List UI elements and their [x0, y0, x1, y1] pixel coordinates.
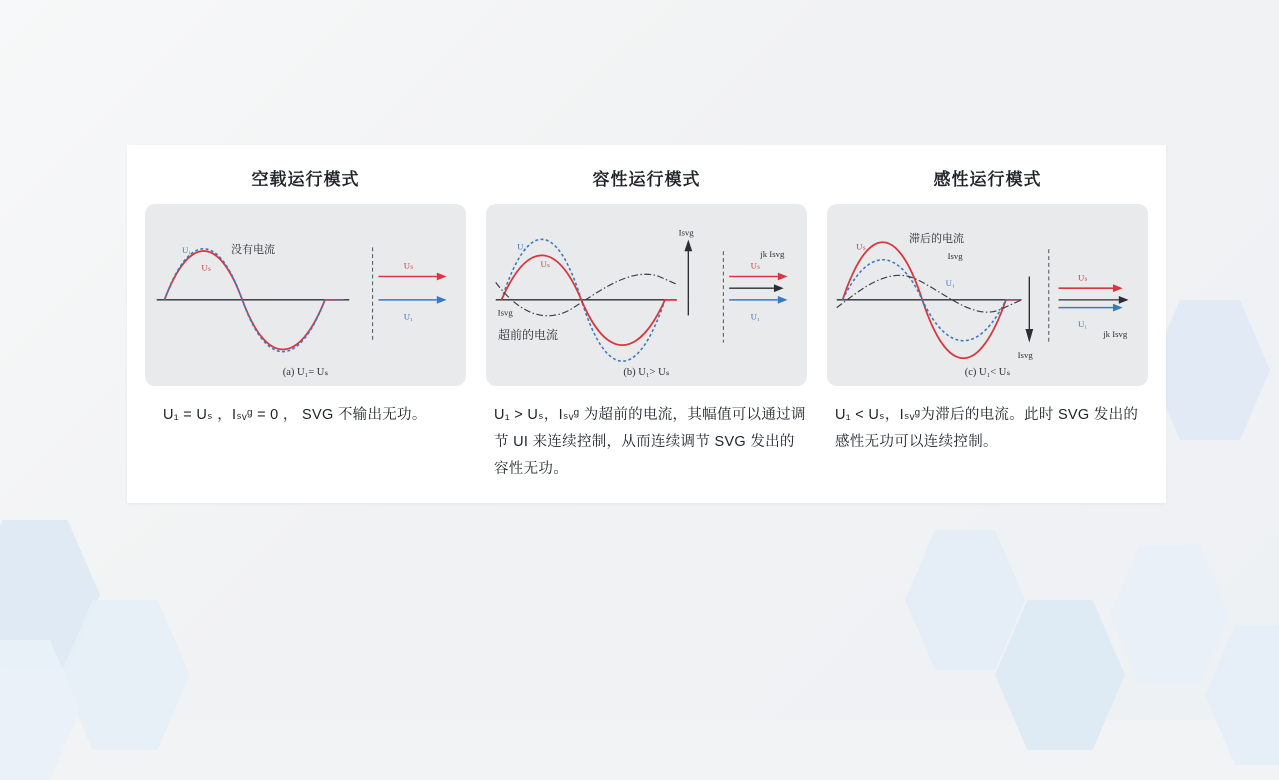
diagram-panel-inductive	[827, 204, 1148, 386]
label-phasor-u1: U₁	[403, 311, 414, 322]
column-title: 空载运行模式	[251, 170, 360, 189]
mode-columns	[127, 145, 1166, 503]
label-phasor-us: Uₛ	[403, 260, 414, 271]
panel-caption-a: (a) U₁= Uₛ	[282, 367, 329, 378]
label-us: Uₛ	[540, 258, 551, 269]
label-phasor-u1: U₁	[1077, 319, 1088, 330]
waveform-phasor-diagram-a	[145, 204, 466, 386]
column-description: U₁ = Uₛ ，Iₛᵥᵍ = 0 ， SVG 不输出无功。	[163, 407, 427, 423]
label-us: Uₛ	[201, 262, 212, 273]
label-u1: U₁	[517, 241, 527, 252]
mode-column-inductive	[817, 157, 1158, 503]
diagram-panel-no-load	[145, 204, 466, 386]
waveform-phasor-diagram-b	[486, 204, 807, 386]
label-u1: U₁	[945, 278, 956, 289]
label-isvg-wave: Isvg	[497, 307, 513, 318]
label-us: Uₛ	[856, 241, 866, 252]
label-phasor-u1: U₁	[750, 311, 760, 322]
mode-column-capacitive	[476, 157, 817, 503]
panel-caption-c: (c) U₁< Uₛ	[964, 367, 1011, 378]
label-jk-isvg: jk Isvg	[1103, 328, 1128, 339]
panel-note-lagging-current: 滞后的电流	[909, 233, 964, 245]
label-u1: U₁	[181, 245, 192, 256]
column-title: 容性运行模式	[592, 170, 701, 189]
waveform-phasor-diagram-c	[827, 204, 1148, 386]
column-description: U₁ < Uₛ，Iₛᵥᵍ为滞后的电流。此时 SVG 发出的感性无功可以连续控制。	[835, 407, 1139, 450]
column-title: 感性运行模式	[933, 170, 1042, 189]
panel-caption-b: (b) U₁> Uₛ	[623, 367, 670, 378]
label-isvg-wave: Isvg	[947, 251, 963, 262]
panel-note-no-current: 没有电流	[231, 244, 275, 256]
column-description: U₁ > Uₛ，Iₛᵥᵍ 为超前的电流，其幅值可以通过调节 UI 来连续控制，从而连续调节 SVG 发出的容性无功。	[494, 407, 806, 477]
diagram-panel-capacitive	[486, 204, 807, 386]
label-isvg-axis: Isvg	[1017, 350, 1033, 361]
content-card	[127, 145, 1166, 503]
label-phasor-us: Uₛ	[750, 260, 761, 271]
label-isvg-axis: Isvg	[678, 227, 694, 238]
label-jk-isvg: jk Isvg	[760, 249, 785, 260]
label-phasor-us: Uₛ	[1077, 272, 1088, 283]
panel-note-leading-current: 超前的电流	[498, 328, 559, 342]
mode-column-no-load	[135, 157, 476, 503]
